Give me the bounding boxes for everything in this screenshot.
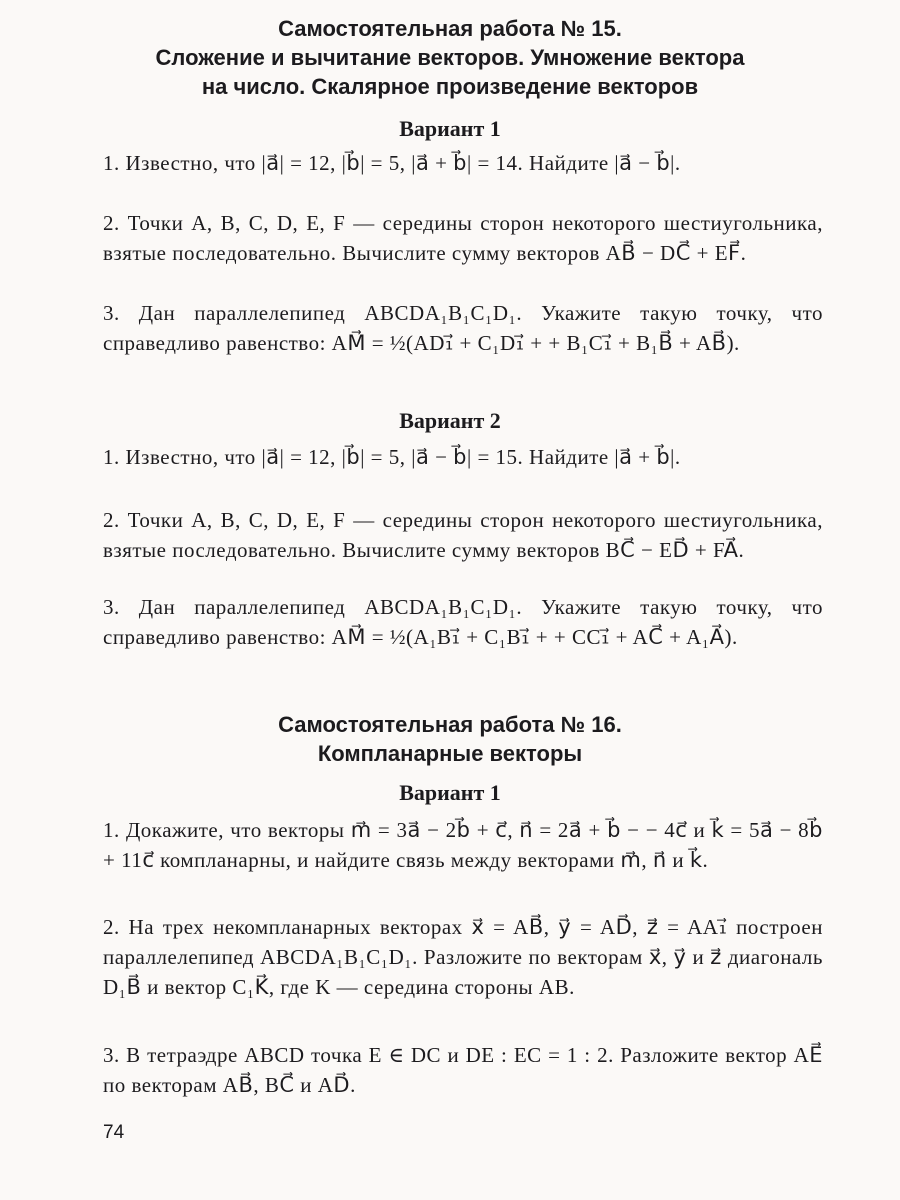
work15-variant1-label: Вариант 1 (399, 116, 501, 141)
w16-v1-task2: 2. На трех некомпланарных векторах x⃗ = AB⃗, y⃗ = AD⃗, z⃗ = AA₁⃗ построен параллелепипед ABCDA₁B₁C₁D₁. Разложите по векторам x⃗, y⃗ и z⃗ диагональ D₁B⃗ и вектор C₁K⃗, где K — середина стороны AB. (103, 915, 823, 999)
w15-v1-task1: 1. Известно, что |a⃗| = 12, |b⃗| = 5, |a⃗ + b⃗| = 14. Найдите |a⃗ − b⃗|. (103, 151, 681, 175)
work15-variant2-label: Вариант 2 (399, 408, 501, 433)
page-number: 74 (103, 1122, 125, 1143)
w15-v2-task2: 2. Точки A, B, C, D, E, F — середины сторон некоторого шестиугольника, взятые последовательно. Вычислите сумму векторов BC⃗ − ED⃗ + FA⃗. (103, 508, 823, 562)
work15-subtitle-line2: на число. Скалярное произведение векторов (201, 74, 699, 99)
w15-v1-task2: 2. Точки A, B, C, D, E, F — середины сторон некоторого шестиугольника, взятые последовательно. Вычислите сумму векторов AB⃗ − DC⃗ + EF⃗. (103, 211, 823, 265)
w15-v2-task1: 1. Известно, что |a⃗| = 12, |b⃗| = 5, |a⃗ − b⃗| = 15. Найдите |a⃗ + b⃗|. (103, 445, 681, 469)
work15-subtitle-line1: Сложение и вычитание векторов. Умножение вектора (155, 45, 745, 70)
w16-v1-task3: 3. В тетраэдре ABCD точка E ∈ DC и DE : EC = 1 : 2. Разложите вектор AE⃗ по векторам AB⃗, BC⃗ и AD⃗. (103, 1043, 823, 1097)
work16-subtitle: Компланарные векторы (317, 741, 583, 766)
w15-v2-task3: 3. Дан параллелепипед ABCDA₁B₁C₁D₁. Укажите такую точку, что справедливо равенство: AM⃗ = ½(A₁B₁⃗ + C₁B₁⃗ + + CC₁⃗ + AC⃗ + A₁A⃗). (103, 595, 823, 649)
work15-title: Самостоятельная работа № 15. (278, 16, 622, 41)
w15-v1-task3: 3. Дан параллелепипед ABCDA₁B₁C₁D₁. Укажите такую точку, что справедливо равенство: AM⃗ = ½(AD₁⃗ + C₁D₁⃗ + + B₁C₁⃗ + B₁B⃗ + AB⃗). (103, 301, 823, 355)
work16-title: Самостоятельная работа № 16. (278, 712, 622, 737)
w16-v1-task1: 1. Докажите, что векторы m⃗ = 3a⃗ − 2b⃗ + c⃗, n⃗ = 2a⃗ + b⃗ − − 4c⃗ и k⃗ = 5a⃗ − 8b⃗ + 11c⃗ компланарны, и найдите связь между векторами m⃗, n⃗ и k⃗. (103, 818, 823, 872)
work16-variant1-label: Вариант 1 (399, 780, 501, 805)
work15-header (0, 14, 900, 101)
work16-header (0, 710, 900, 768)
